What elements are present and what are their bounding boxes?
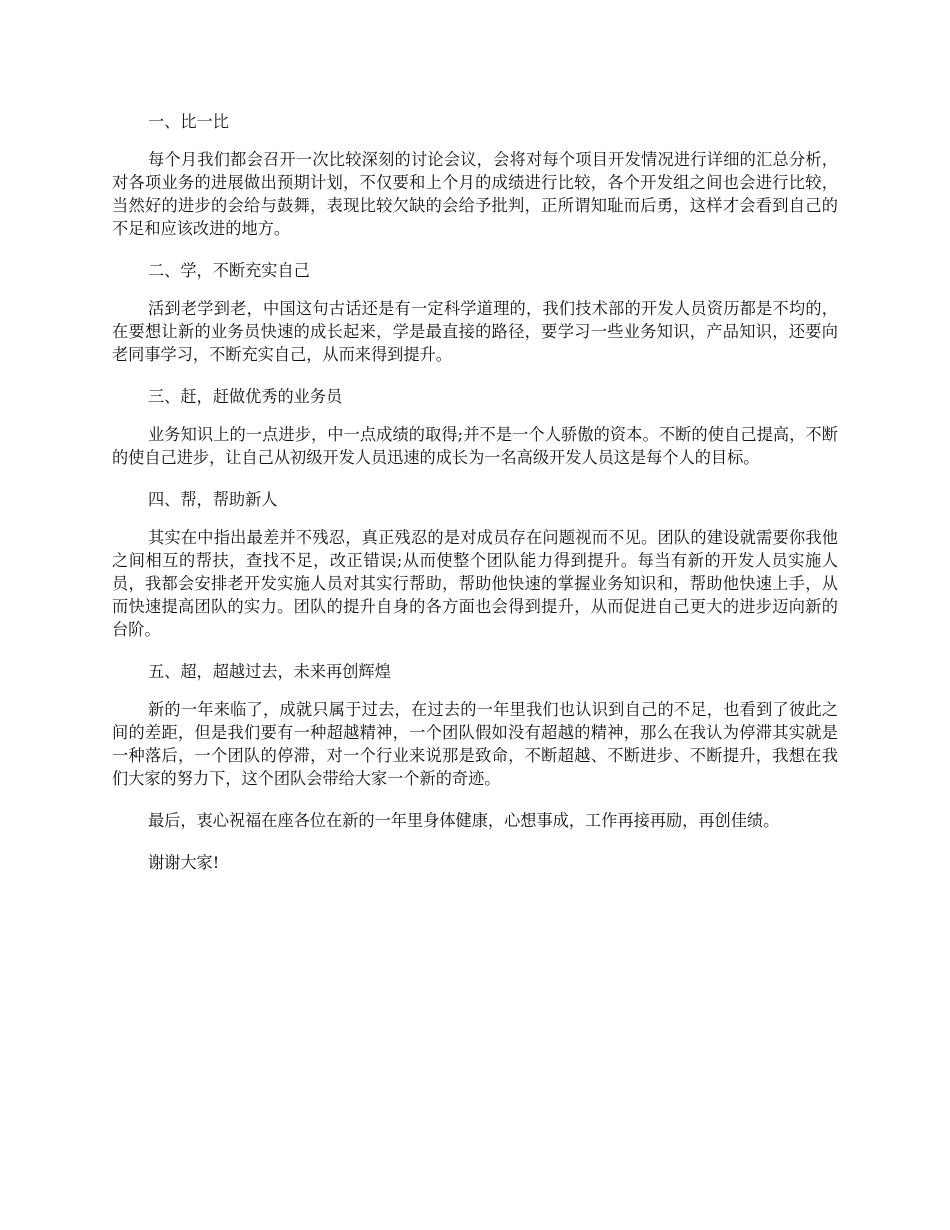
closing-paragraph: 最后，衷心祝福在座各位在新的一年里身体健康，心想事成，工作再接再励，再创佳绩。	[148, 811, 780, 830]
section-heading-2: 二、学，不断充实自己	[148, 261, 310, 280]
document-page	[112, 110, 838, 893]
section-paragraph-4: 其实在中指出最差并不残忍，真正残忍的是对成员存在问题视而不见。团队的建设就需要你我他之间相互的帮扶，查找不足，改正错误;从而使整个团队能力得到提升。每当有新的开发人员实施人员，我都会安排老开发实施人员对其实行帮助，帮助他快速的掌握业务知识和，帮助他快速上手，从而快速提高团队的实力。团队的提升自身的各方面也会得到提升，从而促进自己更大的进步迈向新的台阶。	[112, 528, 838, 639]
section-heading-4: 四、帮，帮助新人	[148, 490, 278, 509]
section-heading-3: 三、赶，赶做优秀的业务员	[148, 387, 343, 406]
section-heading-5: 五、超，超越过去，未来再创辉煌	[148, 662, 391, 681]
thanks-line: 谢谢大家!	[148, 853, 220, 872]
section-paragraph-5: 新的一年来临了，成就只属于过去，在过去的一年里我们也认识到自己的不足，也看到了彼此之间的差距，但是我们要有一种超越精神，一个团队假如没有超越的精神，那么在我认为停滞其实就是一种落后，一个团队的停滞，对一个行业来说那是致命，不断超越、不断进步、不断提升，我想在我们大家的努力下，这个团队会带给大家一个新的奇迹。	[112, 700, 838, 788]
section-heading-1: 一、比一比	[148, 112, 229, 131]
section-paragraph-1: 每个月我们都会召开一次比较深刻的讨论会议，会将对每个项目开发情况进行详细的汇总分析，对各项业务的进展做出预期计划，不仅要和上个月的成绩进行比较，各个开发组之间也会进行比较，当然好的进步的会给与鼓舞，表现比较欠缺的会给予批判，正所谓知耻而后勇，这样才会看到自己的不足和应该改进的地方。	[112, 150, 838, 238]
section-paragraph-3: 业务知识上的一点进步，中一点成绩的取得;并不是一个人骄傲的资本。不断的使自己提高，不断的使自己进步，让自己从初级开发人员迅速的成长为一名高级开发人员这是每个人的目标。	[112, 425, 838, 467]
section-paragraph-2: 活到老学到老，中国这句古话还是有一定科学道理的，我们技术部的开发人员资历都是不均的，在要想让新的业务员快速的成长起来，学是最直接的路径，要学习一些业务知识，产品知识，还要向老同事学习，不断充实自己，从而来得到提升。	[112, 299, 838, 364]
